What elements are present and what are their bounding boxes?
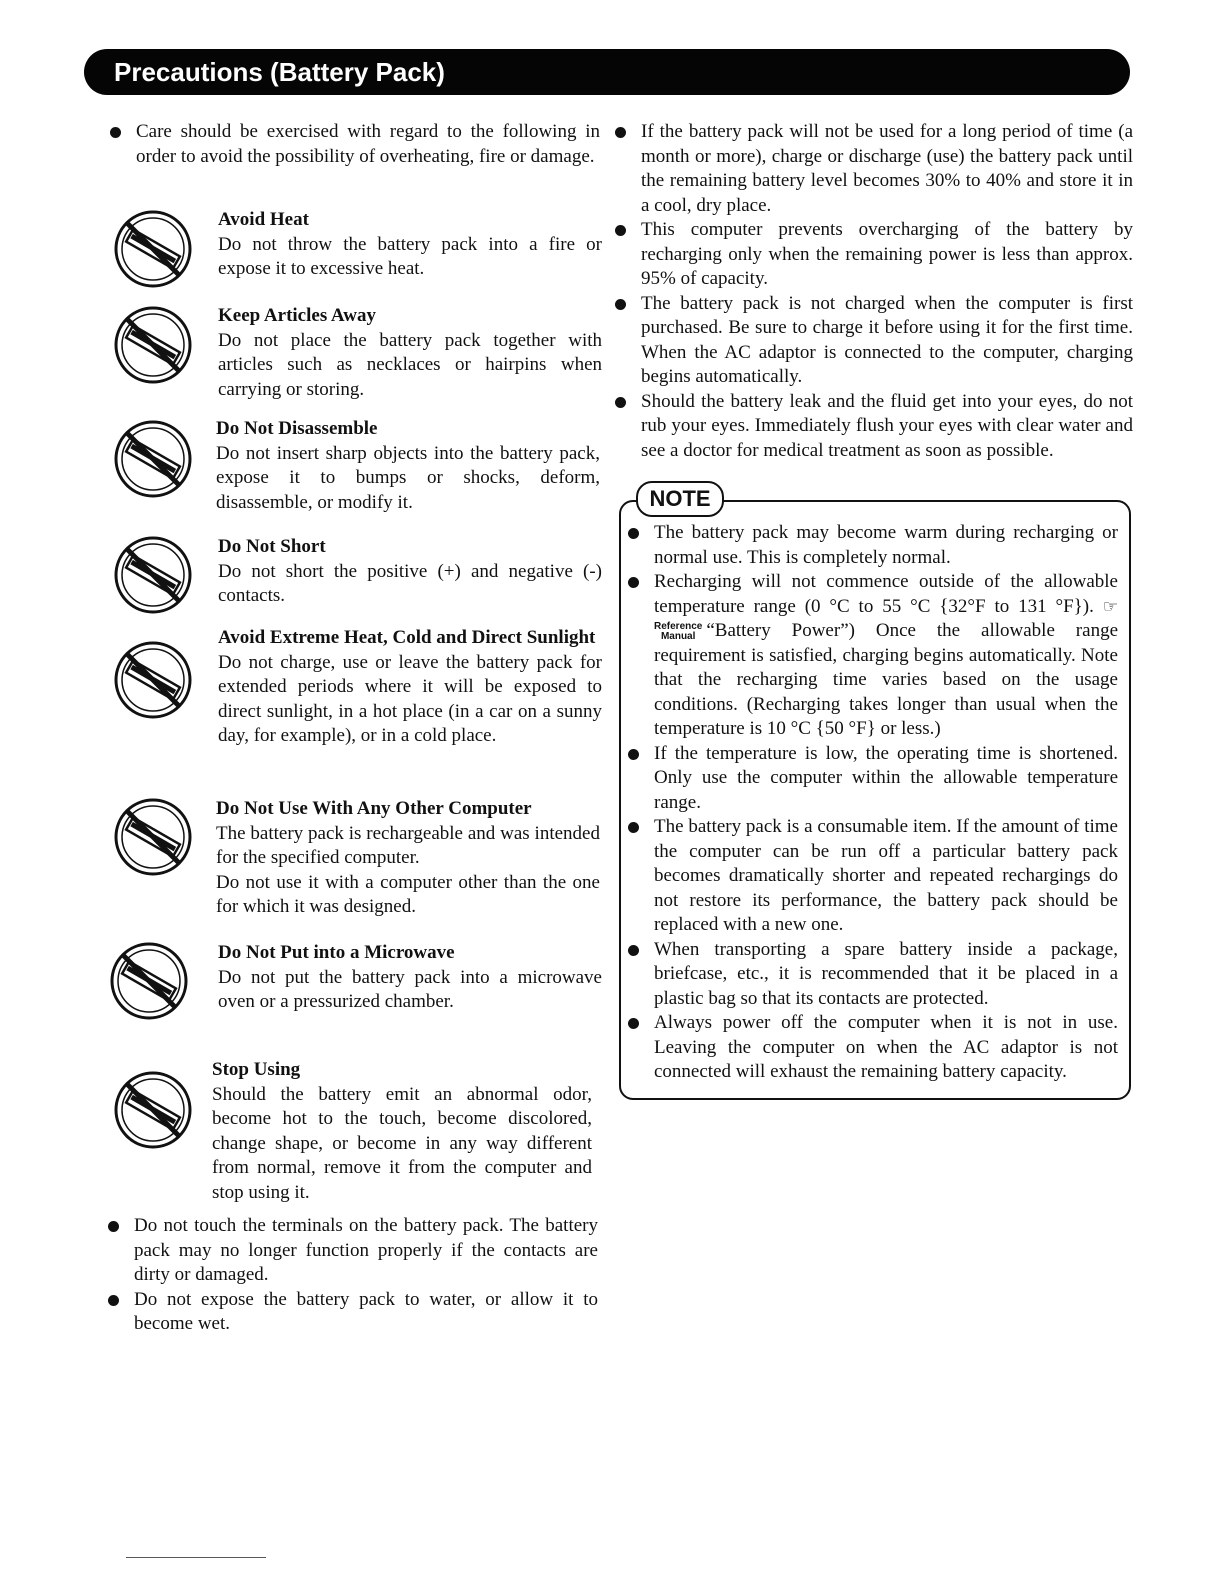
list-item: Do not expose the battery pack to water, or allow it to become wet.: [106, 1288, 598, 1337]
bullet-dot: [628, 945, 639, 956]
footer-link-underline: [126, 1557, 266, 1558]
bullet-dot: [628, 577, 639, 588]
warning-heading: Keep Articles Away: [218, 305, 376, 326]
note-badge: NOTE: [636, 481, 724, 517]
no-heat-icon-graphic: [112, 208, 194, 290]
bullet-dot: [628, 749, 639, 760]
warning-body: Should the battery emit an abnormal odor, become hot to the touch, become discolored, change shape, or become in any way different from normal, remove it from the computer and stop using it.: [212, 1083, 592, 1203]
warning-body: Do not throw the battery pack into a fire or expose it to excessive heat.: [218, 233, 602, 279]
stop-using-icon: [112, 1069, 194, 1151]
bullet-dot: [615, 397, 626, 408]
bullet-dot: [628, 528, 639, 539]
warning-body-2: Do not use it with a computer other than the one for which it was designed.: [216, 871, 600, 917]
warning-heading: Stop Using: [212, 1059, 301, 1080]
warning-body: Do not insert sharp objects into the battery pack, expose it to bumps or shocks, deform, disassemble, or modify it.: [216, 442, 600, 513]
bullet-dot: [108, 1295, 119, 1306]
list-item: If the battery pack will not be used for a long period of time (a month or more), charge or discharge (use) the battery pack until the remaining battery level becomes 30% to 40% and store it in a cool, dry place.: [613, 120, 1133, 218]
stop-using-icon-graphic: [112, 1069, 194, 1151]
no-microwave-icon: [108, 940, 190, 1022]
bullet-dot: [628, 1018, 639, 1029]
pointing-hand-icon: ☞: [1102, 596, 1118, 617]
list-item: The battery pack is not charged when the computer is first purchased. Be sure to charge it before using it for the first time. When the AC adaptor is connected to the computer, charging begins automatically.: [613, 292, 1133, 390]
no-sunlight-icon-graphic: [112, 639, 194, 721]
no-microwave-icon-graphic: [108, 940, 190, 1022]
warning-body: Do not short the positive (+) and negative (-) contacts.: [218, 560, 602, 606]
no-short-icon-graphic: [112, 534, 194, 616]
list-item: Do not touch the terminals on the battery pack. The battery pack may no longer function properly if the contacts are dirty or damaged.: [106, 1214, 598, 1288]
no-short-icon: [112, 534, 194, 616]
warning-heading: Do Not Use With Any Other Computer: [216, 798, 532, 819]
warning-body: Do not charge, use or leave the battery pack for extended periods where it will be exposed to direct sunlight, in a hot place (in a car on a sunny day, for example), or in a cold place.: [218, 651, 602, 746]
bullet-dot: [615, 225, 626, 236]
no-articles-icon: [112, 304, 194, 386]
no-disassemble-icon-graphic: [112, 418, 194, 500]
no-articles-icon-graphic: [112, 304, 194, 386]
left-column: [108, 120, 600, 169]
note-item: Recharging will not commence outside of the allowable temperature range (0 °C to 55 °C {32°F to 131 °F}). ☞ Reference Manual “Battery Power”) Once the allowable range requirement is satisfied, charging begins automatically. Note that the recharging time varies based on the usage conditions. (Recharging takes longer than usual when the temperature is 10 °C {50 °F} or less.): [626, 570, 1118, 742]
note-item: When transporting a spare battery inside a package, briefcase, etc., it is recommended that it be placed in a plastic bag so that its contacts are protected.: [626, 938, 1118, 1012]
note-item: If the temperature is low, the operating time is shortened. Only use the computer within the allowable temperature range.: [626, 742, 1118, 816]
no-sunlight-icon: [112, 639, 194, 721]
bullet-dot: [110, 127, 121, 138]
warning-body: Do not place the battery pack together with articles such as necklaces or hairpins when carrying or storing.: [218, 329, 602, 400]
left-bottom-bullets: [106, 1214, 598, 1337]
warning-body: The battery pack is rechargeable and was intended for the specified computer.: [216, 822, 600, 868]
intro-bullet: [108, 120, 600, 169]
section-banner: [84, 49, 1130, 95]
bullet-dot: [615, 127, 626, 138]
note-item: The battery pack is a consumable item. If the amount of time the computer can be run off a particular battery pack becomes dramatically shorter and repeated rechargings do not restore its performance, the battery pack should be replaced with a new one.: [626, 815, 1118, 938]
warning-heading: Do Not Put into a Microwave: [218, 942, 455, 963]
page-title: Precautions (Battery Pack): [114, 57, 445, 87]
warning-heading: Avoid Extreme Heat, Cold and Direct Sunlight: [218, 627, 596, 648]
no-disassemble-icon: [112, 418, 194, 500]
warning-heading: Avoid Heat: [218, 209, 309, 230]
list-item: This computer prevents overcharging of the battery by recharging only when the remaining power is less than approx. 95% of capacity.: [613, 218, 1133, 292]
note-item: The battery pack may become warm during recharging or normal use. This is completely normal.: [626, 521, 1118, 570]
warning-body: Do not put the battery pack into a microwave oven or a pressurized chamber.: [218, 966, 602, 1012]
note-item: Always power off the computer when it is not in use. Leaving the computer on when the AC adaptor is not connected will exhaust the remaining battery capacity.: [626, 1011, 1118, 1085]
no-heat-icon: [112, 208, 194, 290]
list-item: Should the battery leak and the fluid get into your eyes, do not rub your eyes. Immediately flush your eyes with clear water and see a doctor for medical treatment as soon as possible.: [613, 390, 1133, 464]
note-list: [626, 521, 1118, 1085]
warning-heading: Do Not Short: [218, 536, 326, 557]
right-column: [613, 120, 1133, 463]
bullet-dot: [628, 822, 639, 833]
warning-heading: Do Not Disassemble: [216, 418, 378, 439]
no-other-computer-icon: [112, 796, 194, 878]
intro-text: Care should be exercised with regard to the following in order to avoid the possibility of overheating, fire or damage.: [136, 121, 600, 167]
bullet-dot: [108, 1221, 119, 1232]
bullet-dot: [615, 299, 626, 310]
no-other-computer-icon-graphic: [112, 796, 194, 878]
reference-manual-icon[interactable]: Reference Manual: [654, 620, 703, 642]
